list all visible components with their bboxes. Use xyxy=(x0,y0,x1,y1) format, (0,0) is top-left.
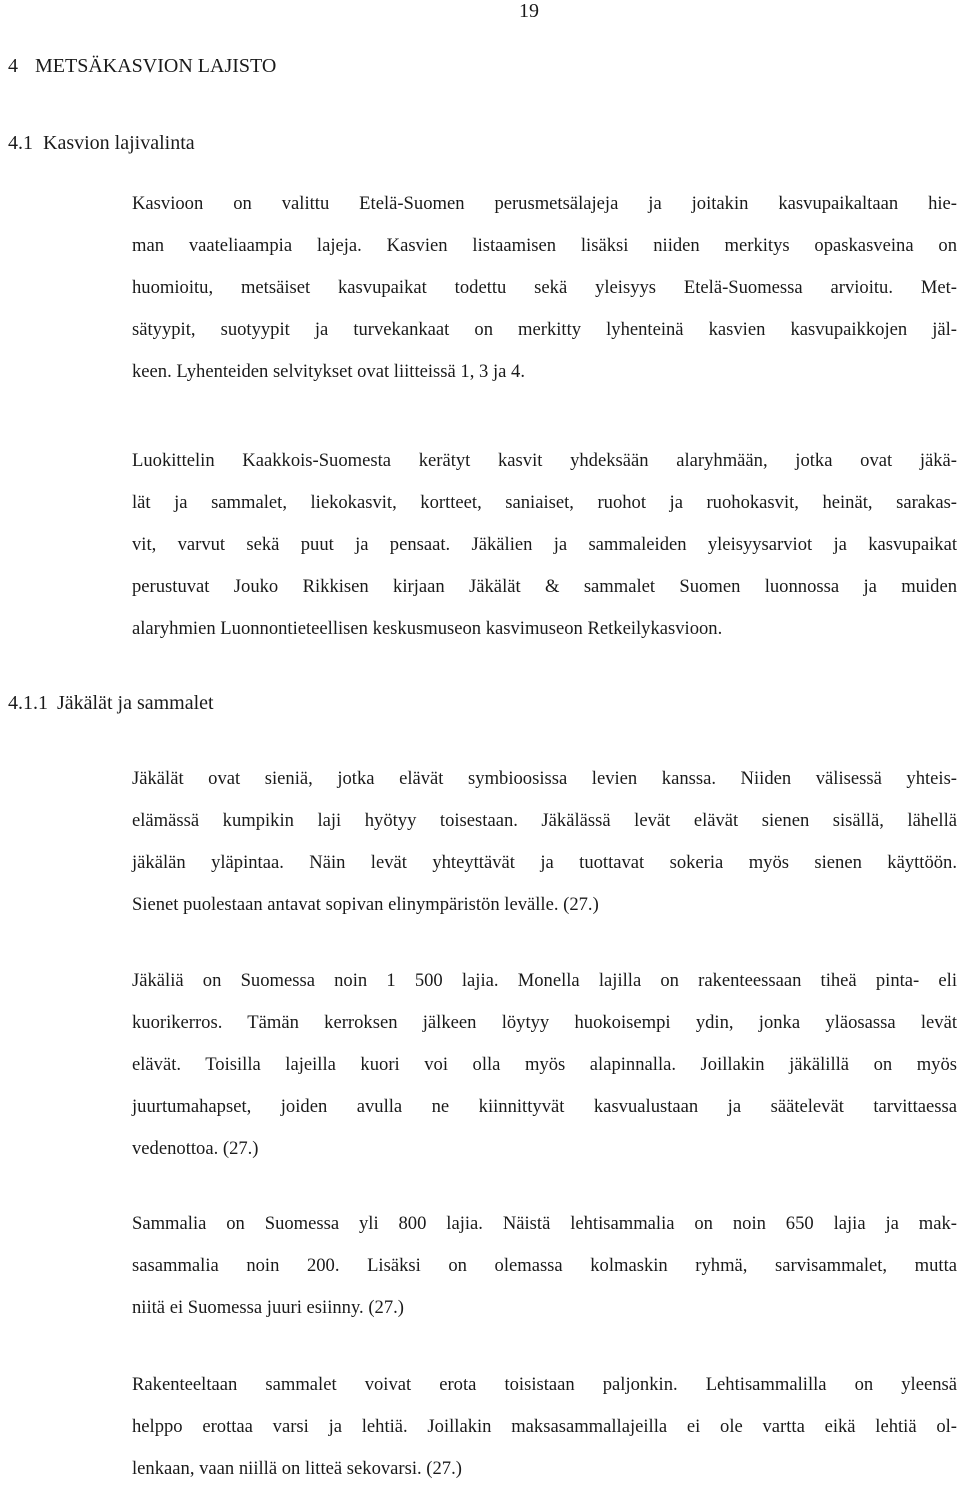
text-line: lenkaan, vaan niillä on litteä sekovarsi. (27.) xyxy=(132,1457,462,1479)
text-line: niitä ei Suomessa juuri esiinny. (27.) xyxy=(132,1296,404,1318)
text-line: Kasvioon on valittu Etelä-Suomen perusmetsälajeja ja joitakin kasvupaikaltaan hie- xyxy=(132,193,957,214)
paragraph-mosses-count xyxy=(132,1203,957,1329)
text-line: vit, varvut sekä puut ja pensaat. Jäkälien ja sammaleiden yleisyysarviot ja kasvupaikat xyxy=(132,533,957,555)
text-line: huomioitu, metsäiset kasvupaikat todettu sekä yleisyys Etelä-Suomessa arvioitu. Met- xyxy=(132,276,957,298)
text-line: Luokittelin Kaakkois-Suomesta kerätyt kasvit yhdeksään alaryhmään, jotka ovat jäkä- xyxy=(132,450,957,471)
text-line: lät ja sammalet, liekokasvit, kortteet, saniaiset, ruohot ja ruohokasvit, heinät, sarakas- xyxy=(132,491,957,513)
text-line: Jäkälät ovat sieniä, jotka elävät symbioosissa levien kanssa. Niiden välisessä yhteis- xyxy=(132,768,957,789)
text-line: man vaateliaampia lajeja. Kasvien listaamisen lisäksi niiden merkitys opaskasveina on xyxy=(132,234,957,256)
text-line: Sienet puolestaan antavat sopivan elinympäristön levälle. (27.) xyxy=(132,893,599,915)
text-line: sätyypit, suotyypit ja turvekankaat on merkitty lyhenteinä kasvien kasvupaikkojen jäl- xyxy=(132,318,957,340)
chapter-heading xyxy=(8,53,276,79)
paragraph-mosses-structure xyxy=(132,1364,957,1490)
text-line: keen. Lyhenteiden selvitykset ovat liitteissä 1, 3 ja 4. xyxy=(132,360,525,382)
text-line: vedenottoa. (27.) xyxy=(132,1137,259,1159)
subsection-number: 4.1.1 xyxy=(8,692,48,714)
subsection-title: Jäkälät ja sammalet xyxy=(57,692,214,714)
text-line: helppo erottaa varsi ja lehtiä. Joillakin maksasammallajeilla ei ole vartta eikä lehtiä ol- xyxy=(132,1415,957,1437)
text-line: kuorikerros. Tämän kerroksen jälkeen löytyy huokoisempi ydin, jonka yläosassa levät xyxy=(132,1011,957,1033)
text-line: elävät. Toisilla lajeilla kuori voi olla myös alapinnalla. Joillakin jäkälillä on myös xyxy=(132,1053,957,1075)
chapter-title: METSÄKASVION LAJISTO xyxy=(35,55,277,77)
paragraph-species-selection xyxy=(132,183,957,392)
chapter-number: 4 xyxy=(8,55,18,77)
paragraph-classification xyxy=(132,440,957,649)
text-line: Rakenteeltaan sammalet voivat erota toisistaan paljonkin. Lehtisammalilla on yleensä xyxy=(132,1374,957,1395)
text-line: alaryhmien Luonnontieteellisen keskusmuseon kasvimuseon Retkeilykasvioon. xyxy=(132,617,723,639)
section-heading xyxy=(8,130,195,156)
paragraph-lichens-symbiosis xyxy=(132,758,957,926)
section-number: 4.1 xyxy=(8,132,33,154)
text-line: Sammalia on Suomessa yli 800 lajia. Näistä lehtisammalia on noin 650 lajia ja mak- xyxy=(132,1213,957,1234)
text-line: jäkälän yläpintaa. Näin levät yhteyttävät ja tuottavat sokeria myös sienen käyttöön. xyxy=(132,851,957,873)
text-line: Jäkäliä on Suomessa noin 1 500 lajia. Monella lajilla on rakenteessaan tiheä pinta- eli xyxy=(132,970,957,991)
subsection-heading xyxy=(8,690,214,716)
text-line: juurtumahapset, joiden avulla ne kiinnittyvät kasvualustaan ja säätelevät tarvittaessa xyxy=(132,1095,957,1117)
text-line: elämässä kumpikin laji hyötyy toisestaan. Jäkälässä levät elävät sienen sisällä, lähellä xyxy=(132,809,957,831)
page-number: 19 xyxy=(519,0,539,22)
text-line: sasammalia noin 200. Lisäksi on olemassa kolmaskin ryhmä, sarvisammalet, mutta xyxy=(132,1254,957,1276)
paragraph-lichens-structure xyxy=(132,960,957,1169)
text-line: perustuvat Jouko Rikkisen kirjaan Jäkälät & sammalet Suomen luonnossa ja muiden xyxy=(132,575,957,597)
section-title: Kasvion lajivalinta xyxy=(43,132,195,154)
